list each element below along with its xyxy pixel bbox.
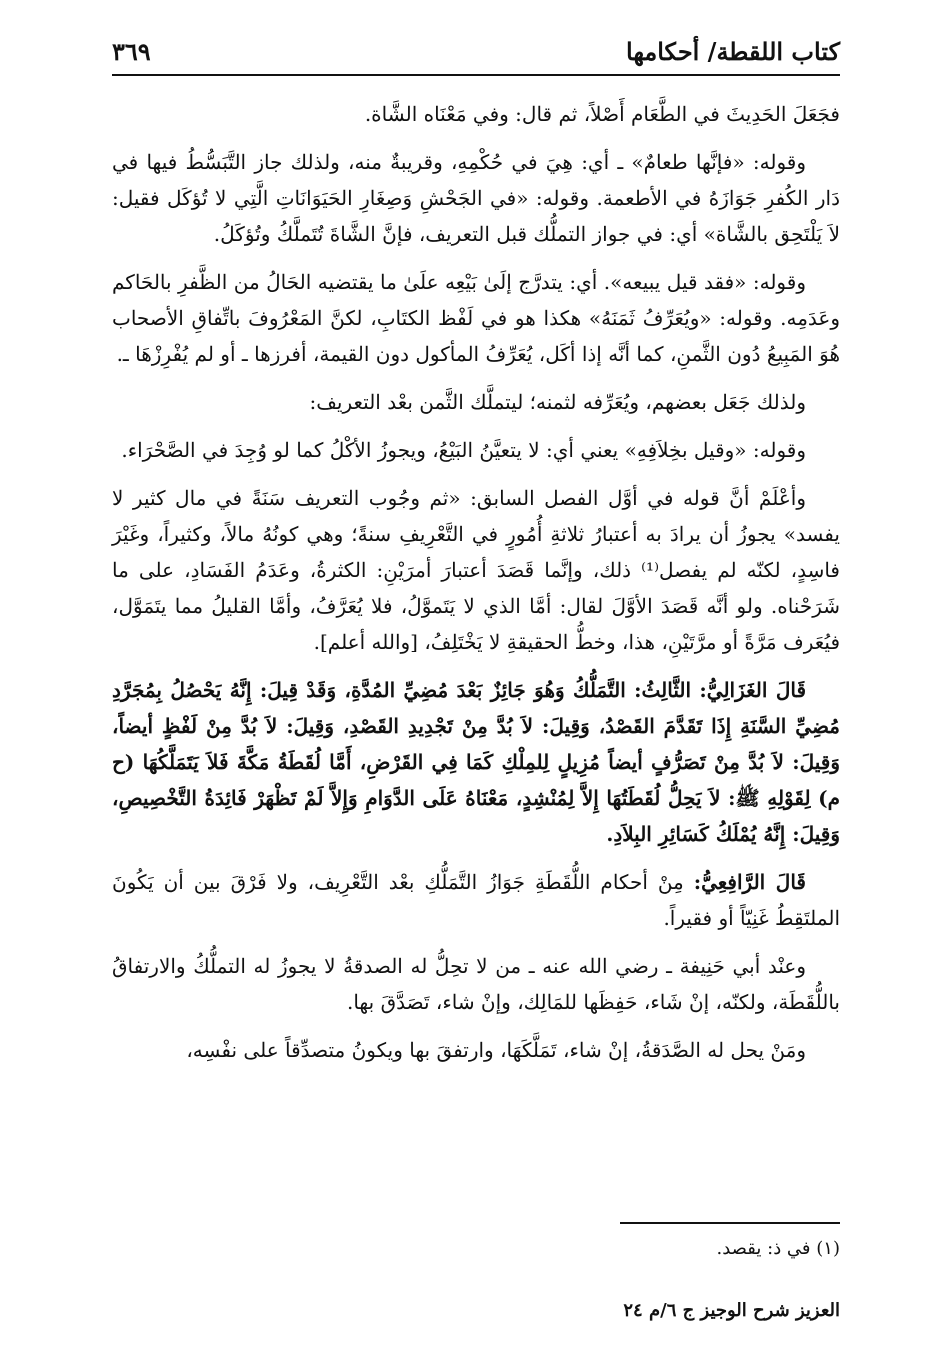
page-header bbox=[112, 30, 840, 76]
main-text bbox=[112, 96, 840, 1080]
paragraph: فجَعَلَ الحَدِيثَ في الطَّعَام أَصْلاً، ثم قال: وفي مَعْنَاه الشَّاة. bbox=[364, 102, 840, 126]
paragraph: ومَنْ يحل له الصَّدَقةُ، إنْ شاء، تَمَلَّكَهَا، وارتفقَ بها ويكونُ متصدِّقاً على نفْسِه، bbox=[186, 1038, 806, 1062]
speaker-label: قَالَ الغَزَالِيُّ: bbox=[699, 678, 807, 702]
paragraph: وقوله: «وقيل بخِلاَفِهِ» يعني أي: لا يتعيَّنُ البَيْعُ، ويجوزُ الأكْلُ كما لو وُجِدَ في الصَّحْرَاء. bbox=[121, 438, 806, 462]
footnote-divider bbox=[620, 1222, 840, 1224]
paragraph: وقوله: «فقد قيل يبيعه». أي: يتدرَّج إلَىٰ بَيْعِه علَىٰ ما يقتضيه الحَالُ من الظَّفرِ بالحَاكم وعَدَمِه. وقوله: «ويُعَرِّفُ ثَمَنَهُ» هكذا هو في لَفْظ الكتَابِ، لكنَّ المَعْرُوفَ باتِّفاقِ الأصحاب هُوَ المَبِيعُ دُون الثَّمنِ، كما أنَّه إذا أكَل، يُعَرِّفُ المأكول دون القيمة، أفرزها ـ أو لم يُفْرِزْهَا ـ. bbox=[112, 270, 840, 366]
page-number: ٣٦٩ bbox=[112, 37, 151, 66]
paragraph: ولذلك جَعَل بعضهم، ويُعَرِّفه لثمنه؛ ليتملَّك الثَّمن بعْد التعريف: bbox=[309, 390, 806, 414]
footnote: (١) في ذ: يقصد. bbox=[716, 1238, 840, 1259]
rafii-paragraph: قَالَ الرَّافِعِيُّ: مِنْ أحكام اللُّقَطَةِ جَوَازُ التَّمَلُّكِ بعْد التَّعْرِيف، ولا فَرْقَ بين أن يَكُونَ الملتَقِطُ غَنِيّاً أو فقيراً. bbox=[112, 870, 840, 930]
running-title: كتاب اللقطة/ أحكامها bbox=[626, 37, 840, 66]
paragraph: وعنْد أبي حَنِيفة ـ رضي الله عنه ـ من لا تحِلُّ له الصدقةُ لا يجوزُ له التملُّكُ والارتفاقُ باللُّقَطَة، ولكنّه، إنْ شَاء، حَفِظَها للمَالِك، وإنْ شاء، تَصَدَّقَ بها. bbox=[112, 954, 840, 1014]
page-footer: العزيز شرح الوجيز ج ٦/م ٢٤ bbox=[623, 1300, 840, 1321]
paragraph: وأعْلَمْ أنَّ قوله في أوَّل الفصل السابق: «ثم وجُوب التعريف سَنَةً في مال كثير لا يفسد» يجوزُ أن يرادَ به أعتبارُ ثلاثةِ أُمُورٍ في التَّعْرِيفِ سنةً؛ وهي كونُهُ مالاً، وكثيراً، وغَيْرَ فاسِدٍ، لكنّه لم يفصل⁽¹⁾ ذلك، وإنَّما قَصَدَ أعتبارَ أمرَيْنِ: الكثرةُ، وعَدَمُ الفَسَادِ، على ما شَرَحْناه. ولو أنَّه قَصَدَ الأوَّلَ لقال: أمَّا الذي لا يَتَموَّلُ، فلا يُعَرَّفُ، وأمَّا القليلُ مما يتَمَوَّل، فيُعَرف مَرَّةً أو مرَّتَيْنِ، هذا، وخطُّ الحقيقةِ لا يَخْتَلِفُ، [والله أعلم]. bbox=[112, 486, 840, 654]
speaker-label: قَالَ الرَّافِعِيُّ: bbox=[693, 870, 806, 894]
paragraph: وقوله: «فإنَّها طعامٌ» ـ أي: هِيَ في حُكْمِهِ، وقريبةٌ منه، ولذلك جاز التَّبَسُّطُ فيها في دَار الكُفرِ جَوَازَهُ في الأطعمة. وقوله: «في الجَحْشِ وَصِغَارِ الحَيَوَانَاتِ الَّتِي لا تُؤكَل فقيل: لاَ يَلْتَحِق بالشَّاة» أي: في جواز التملُّك قبل التعريف، فإنَّ الشَّاةَ تُتَملَّكُ وتُؤكَلُ. bbox=[112, 150, 840, 246]
ghazali-paragraph: قَالَ الغَزَالِيُّ: الثَّالِثُ: التَّمَلُّكُ وَهُوَ جَائِزٌ بَعْدَ مُضِيِّ المُدَّةِ، وَقَدْ قِيلَ: إِنَّهُ يَحْصُلُ بِمُجَرَّدِ مُضِيِّ السَّنَةِ إِذَا تَقَدَّمَ القَصْدُ، وَقِيلَ: لاَ بُدَّ مِنْ تَجْدِيدِ القَصْدِ، وَقِيلَ: لاَ بُدَّ مِنْ لَفْظٍ أيضاً، وَقِيلَ: لاَ بُدَّ مِنْ تَصَرُّفٍ أيضاً مُزِيلٍ لِلمِلْكِ كَمَا فِي القَرْضِ، أَمَّا لُقَطَةُ مَكَّةَ فَلاَ يَتَمَلَّكُهَا (ح م) لِقَوْلِهِ ﷺ: لاَ يَحِلُّ لُقَطَتُهَا إِلاَّ لِمُنْشِدٍ، مَعْنَاهُ عَلَى الدَّوَامِ وَإِلاَّ لَمْ تَظْهَرْ فَائِدَةُ التَّخْصِيصِ، وَقِيلَ: إِنَّهُ يُمْلَكُ كَسَائِرِ البِلاَدِ. bbox=[112, 678, 840, 846]
